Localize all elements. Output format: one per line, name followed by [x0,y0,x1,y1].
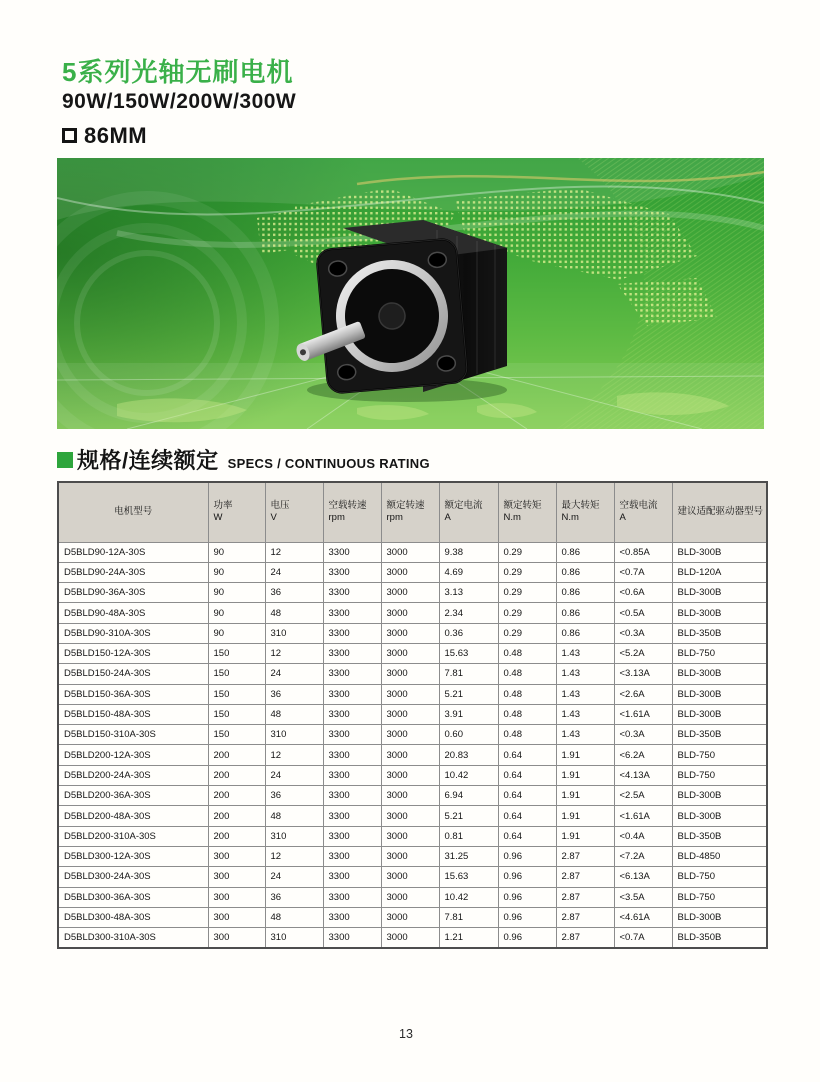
value-cell: BLD-350B [672,928,767,948]
table-row [58,664,767,684]
value-cell: <6.13A [614,867,672,887]
value-cell: 0.96 [498,867,556,887]
table-row [58,846,767,866]
value-cell: <0.3A [614,725,672,745]
value-cell: 300 [208,928,265,948]
value-cell: 0.96 [498,928,556,948]
bolt-hole [337,364,356,381]
value-cell: <2.6A [614,684,672,704]
model-cell: D5BLD90-36A-30S [58,583,208,603]
table-row [58,562,767,582]
value-cell: 3300 [323,664,381,684]
bolt-hole [437,355,456,372]
value-cell: 2.87 [556,887,614,907]
value-cell: 200 [208,745,265,765]
value-cell: 0.64 [498,765,556,785]
column-header: 额定电流 A [439,482,498,542]
page-number: 13 [399,1027,413,1041]
value-cell: BLD-300B [672,583,767,603]
model-cell: D5BLD150-36A-30S [58,684,208,704]
value-cell: 0.86 [556,583,614,603]
value-cell: 3300 [323,928,381,948]
value-cell: 3300 [323,643,381,663]
value-cell: <1.61A [614,806,672,826]
value-cell: <1.61A [614,704,672,724]
value-cell: 90 [208,603,265,623]
value-cell: <0.3A [614,623,672,643]
value-cell: 3000 [381,704,439,724]
value-cell: 10.42 [439,765,498,785]
value-cell: BLD-750 [672,867,767,887]
value-cell: BLD-300B [672,907,767,927]
table-row [58,623,767,643]
value-cell: 3000 [381,928,439,948]
value-cell: <3.13A [614,664,672,684]
value-cell: 3000 [381,907,439,927]
value-cell: 0.86 [556,562,614,582]
column-header: 空载转速 rpm [323,482,381,542]
value-cell: 2.87 [556,867,614,887]
model-cell: D5BLD200-36A-30S [58,786,208,806]
value-cell: 6.94 [439,786,498,806]
value-cell: <4.61A [614,907,672,927]
column-header: 额定转矩 N.m [498,482,556,542]
value-cell: 3300 [323,846,381,866]
value-cell: 48 [265,704,323,724]
value-cell: 3000 [381,725,439,745]
value-cell: 3000 [381,623,439,643]
value-cell: 0.29 [498,603,556,623]
value-cell: <0.6A [614,583,672,603]
model-cell: D5BLD300-24A-30S [58,867,208,887]
value-cell: 3000 [381,684,439,704]
value-cell: 3.13 [439,583,498,603]
value-cell: 0.48 [498,704,556,724]
model-cell: D5BLD300-36A-30S [58,887,208,907]
model-cell: D5BLD150-310A-30S [58,725,208,745]
table-row [58,907,767,927]
model-cell: D5BLD90-12A-30S [58,542,208,562]
value-cell: 3300 [323,704,381,724]
bolt-hole [328,260,347,277]
value-cell: 36 [265,786,323,806]
model-cell: D5BLD90-24A-30S [58,562,208,582]
value-cell: 3000 [381,826,439,846]
model-cell: D5BLD200-310A-30S [58,826,208,846]
value-cell: 0.81 [439,826,498,846]
value-cell: 150 [208,664,265,684]
value-cell: 3000 [381,542,439,562]
table-row [58,603,767,623]
value-cell: 10.42 [439,887,498,907]
value-cell: 7.81 [439,907,498,927]
value-cell: 0.29 [498,623,556,643]
value-cell: 0.64 [498,745,556,765]
power-range-subtitle: 90W/150W/200W/300W [62,89,297,113]
value-cell: 3000 [381,806,439,826]
value-cell: 0.64 [498,806,556,826]
value-cell: 3300 [323,725,381,745]
value-cell: 1.91 [556,806,614,826]
value-cell: 3300 [323,583,381,603]
frame-size-label: 86MM [84,122,148,148]
value-cell: 20.83 [439,745,498,765]
value-cell: 3300 [323,562,381,582]
value-cell: 0.48 [498,664,556,684]
value-cell: 310 [265,826,323,846]
table-row [58,928,767,948]
value-cell: 0.48 [498,643,556,663]
value-cell: 1.91 [556,826,614,846]
value-cell: 48 [265,907,323,927]
motor-front-flange [316,238,468,394]
table-row [58,704,767,724]
value-cell: 0.29 [498,562,556,582]
value-cell: 2.87 [556,907,614,927]
column-header: 空载电流 A [614,482,672,542]
value-cell: <7.2A [614,846,672,866]
value-cell: 3000 [381,786,439,806]
value-cell: BLD-350B [672,623,767,643]
value-cell: <2.5A [614,786,672,806]
table-row [58,786,767,806]
value-cell: 200 [208,765,265,785]
value-cell: 1.43 [556,643,614,663]
section-header [57,444,430,475]
value-cell: 12 [265,643,323,663]
table-row [58,684,767,704]
page-title: 5系列光轴无刷电机 [62,57,294,87]
value-cell: 3300 [323,623,381,643]
value-cell: BLD-750 [672,887,767,907]
value-cell: 0.96 [498,846,556,866]
value-cell: 48 [265,603,323,623]
value-cell: 36 [265,684,323,704]
spec-table [57,481,768,949]
value-cell: 5.21 [439,684,498,704]
model-cell: D5BLD150-48A-30S [58,704,208,724]
value-cell: <0.85A [614,542,672,562]
value-cell: 90 [208,623,265,643]
value-cell: 0.96 [498,907,556,927]
model-cell: D5BLD150-12A-30S [58,643,208,663]
value-cell: 0.96 [498,887,556,907]
value-cell: 3000 [381,867,439,887]
value-cell: 90 [208,562,265,582]
column-header: 最大转矩 N.m [556,482,614,542]
model-cell: D5BLD300-48A-30S [58,907,208,927]
model-cell: D5BLD90-310A-30S [58,623,208,643]
column-header: 电机型号 [58,482,208,542]
table-row [58,867,767,887]
value-cell: 3300 [323,907,381,927]
value-cell: BLD-750 [672,643,767,663]
value-cell: <0.4A [614,826,672,846]
value-cell: 200 [208,826,265,846]
value-cell: 12 [265,542,323,562]
value-cell: 5.21 [439,806,498,826]
value-cell: 15.63 [439,643,498,663]
product-banner [57,158,764,429]
value-cell: 1.91 [556,765,614,785]
value-cell: 3300 [323,887,381,907]
value-cell: BLD-300B [672,542,767,562]
value-cell: BLD-750 [672,765,767,785]
value-cell: 3300 [323,542,381,562]
value-cell: 36 [265,583,323,603]
value-cell: 24 [265,765,323,785]
model-cell: D5BLD150-24A-30S [58,664,208,684]
value-cell: 24 [265,562,323,582]
value-cell: 1.43 [556,704,614,724]
value-cell: <5.2A [614,643,672,663]
value-cell: 12 [265,846,323,866]
value-cell: 3300 [323,806,381,826]
bolt-hole [428,252,447,269]
value-cell: 31.25 [439,846,498,866]
value-cell: 3300 [323,745,381,765]
value-cell: 2.34 [439,603,498,623]
value-cell: 9.38 [439,542,498,562]
value-cell: 2.87 [556,846,614,866]
value-cell: 0.48 [498,725,556,745]
value-cell: 310 [265,725,323,745]
value-cell: 90 [208,583,265,603]
value-cell: 3000 [381,664,439,684]
value-cell: 3300 [323,867,381,887]
value-cell: 150 [208,684,265,704]
model-cell: D5BLD200-24A-30S [58,765,208,785]
value-cell: BLD-350B [672,725,767,745]
value-cell: BLD-750 [672,745,767,765]
value-cell: 3000 [381,603,439,623]
value-cell: 1.43 [556,684,614,704]
value-cell: BLD-120A [672,562,767,582]
value-cell: 0.48 [498,684,556,704]
value-cell: 1.43 [556,725,614,745]
column-header: 建议适配驱动器型号 [672,482,767,542]
value-cell: 15.63 [439,867,498,887]
value-cell: BLD-350B [672,826,767,846]
value-cell: <0.5A [614,603,672,623]
value-cell: 3300 [323,765,381,785]
value-cell: 300 [208,846,265,866]
value-cell: BLD-300B [672,603,767,623]
table-row [58,745,767,765]
value-cell: 310 [265,928,323,948]
value-cell: <6.2A [614,745,672,765]
table-row [58,725,767,745]
value-cell: 2.87 [556,928,614,948]
value-cell: 90 [208,542,265,562]
spec-table-body [58,542,767,948]
value-cell: 3300 [323,603,381,623]
value-cell: 0.86 [556,542,614,562]
title-block [62,58,296,149]
table-row [58,826,767,846]
value-cell: 150 [208,725,265,745]
model-cell: D5BLD300-12A-30S [58,846,208,866]
value-cell: 12 [265,745,323,765]
value-cell: 1.21 [439,928,498,948]
value-cell: 3300 [323,684,381,704]
value-cell: 300 [208,867,265,887]
banner-graphic [57,158,764,429]
model-cell: D5BLD300-310A-30S [58,928,208,948]
value-cell: <4.13A [614,765,672,785]
table-row [58,806,767,826]
value-cell: BLD-4850 [672,846,767,866]
spec-table-wrap [57,481,766,949]
value-cell: BLD-300B [672,786,767,806]
value-cell: 300 [208,887,265,907]
section-title-cn: 规格/连续额定 [77,448,219,473]
value-cell: 24 [265,664,323,684]
column-header: 额定转速 rpm [381,482,439,542]
value-cell: 3000 [381,765,439,785]
value-cell: 0.29 [498,542,556,562]
section-title-en: SPECS / CONTINUOUS RATING [227,456,430,471]
value-cell: 3300 [323,826,381,846]
value-cell: BLD-300B [672,684,767,704]
frame-size-row [62,123,296,149]
value-cell: <0.7A [614,928,672,948]
value-cell: 3000 [381,745,439,765]
value-cell: 48 [265,806,323,826]
column-header: 电压 V [265,482,323,542]
value-cell: 150 [208,704,265,724]
value-cell: <3.5A [614,887,672,907]
value-cell: 3000 [381,887,439,907]
value-cell: 0.29 [498,583,556,603]
value-cell: 24 [265,867,323,887]
value-cell: 1.91 [556,786,614,806]
value-cell: 3.91 [439,704,498,724]
value-cell: 150 [208,643,265,663]
value-cell: 310 [265,623,323,643]
model-cell: D5BLD90-48A-30S [58,603,208,623]
table-row [58,583,767,603]
value-cell: 1.43 [556,664,614,684]
value-cell: 0.86 [556,623,614,643]
value-cell: BLD-300B [672,704,767,724]
value-cell: 3000 [381,643,439,663]
table-row [58,643,767,663]
value-cell: 7.81 [439,664,498,684]
value-cell: 200 [208,786,265,806]
value-cell: 0.64 [498,786,556,806]
value-cell: 36 [265,887,323,907]
section-bullet-icon [57,452,73,468]
value-cell: 3300 [323,786,381,806]
value-cell: 4.69 [439,562,498,582]
value-cell: 0.86 [556,603,614,623]
square-outline-icon [62,128,77,143]
table-row [58,765,767,785]
value-cell: BLD-300B [672,806,767,826]
column-header: 功率 W [208,482,265,542]
value-cell: 0.64 [498,826,556,846]
value-cell: BLD-300B [672,664,767,684]
value-cell: 200 [208,806,265,826]
value-cell: <0.7A [614,562,672,582]
model-cell: D5BLD200-48A-30S [58,806,208,826]
table-row [58,887,767,907]
value-cell: 3000 [381,583,439,603]
value-cell: 300 [208,907,265,927]
value-cell: 1.91 [556,745,614,765]
value-cell: 3000 [381,846,439,866]
table-row [58,542,767,562]
spec-table-head [58,482,767,542]
model-cell: D5BLD200-12A-30S [58,745,208,765]
value-cell: 0.60 [439,725,498,745]
value-cell: 3000 [381,562,439,582]
value-cell: 0.36 [439,623,498,643]
